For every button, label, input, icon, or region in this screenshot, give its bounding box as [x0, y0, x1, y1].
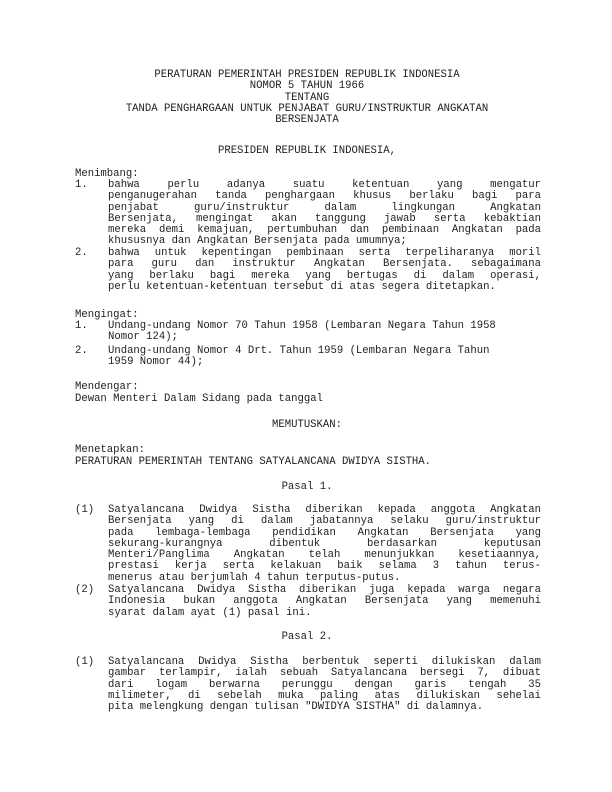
clause-number: (1) [75, 656, 95, 668]
item-text [108, 321, 541, 344]
text-line: mereka demi kemajuan, pertumbuhan dan pembinaan Angkatan pada [108, 224, 541, 237]
clause-text [108, 505, 541, 584]
text-line: Undang-undang Nomor 4 Drt. Tahun 1959 (Lembaran Negara Tahun [108, 345, 490, 357]
text-line: Satyalancana Dwidya Sistha berbentuk seperti dilukiskan dalam [108, 656, 541, 668]
clause-number: (2) [75, 584, 95, 596]
mendengar-label: Mendengar: [75, 381, 139, 393]
text-line: Satyalancana Dwidya Sistha diberikan juga kepada warga negara [108, 584, 541, 596]
clause-text [108, 657, 541, 713]
item-text [108, 248, 541, 293]
regulation-number: NOMOR 5 TAHUN 1966 [249, 80, 365, 92]
issuer-heading: PRESIDEN REPUBLIK INDONESIA, [217, 145, 396, 157]
text-line: Bersenjata, mengingat akan tanggung jawab serta kebaktian [108, 212, 541, 225]
text-line: pita melengkung dengan tulisan "DWIDYA SISTHA" di dalamnya. [108, 701, 484, 714]
text-line: menerus atau berjumlah 4 tahun terputus-putus. [108, 571, 401, 584]
item-number: 2. [75, 345, 88, 357]
text-line: Undang-undang Nomor 70 Tahun 1958 (Lembaran Negara Tahun 1958 [108, 320, 496, 332]
text-line: yang berlaku bagi mereka yang bertugas di dalam operasi, [108, 269, 541, 282]
text-line: prestasi kerja serta kelakuan baik selama 3 tahun terus- [108, 560, 541, 573]
text-line: penjabat guru/instruktur dalam lingkungan Angkatan [108, 201, 541, 214]
text-line: Menteri/Panglima Angkatan telah menunjukkan kesetiaannya, [108, 549, 541, 562]
item-number: 1. [75, 320, 88, 332]
text-line: bahwa perlu adanya suatu ketentuan yang mengatur [108, 179, 541, 191]
text-line: milimeter, di sebelah muka paling atas dilukiskan sehelai [108, 689, 541, 702]
text-line: bahwa untuk kepentingan pembinaan serta terpeliharanya moril [108, 247, 541, 259]
item-number: 1. [75, 179, 88, 191]
item-text [108, 346, 541, 369]
clause-text [108, 585, 541, 619]
text-line: dari logam berwarna perunggu dengan garis tengah 35 [108, 678, 541, 691]
menetapkan-text: PERATURAN PEMERINTAH TENTANG SATYALANCANA DWIDYA SISTHA. [75, 456, 432, 468]
mengingat-label: Mengingat: [75, 309, 139, 321]
decision-heading: MEMUTUSKAN: [272, 419, 342, 431]
text-line: Satyalancana Dwidya Sistha diberikan kepada anggota Angkatan [108, 504, 541, 516]
regulation-subject-cont: BERSENJATA [275, 114, 339, 126]
text-line: Indonesia bukan anggota Angkatan Bersenjata yang memenuhi [108, 595, 541, 608]
mendengar-text: Dewan Menteri Dalam Sidang pada tanggal [75, 393, 323, 405]
text-line: khususnya dan Angkatan Bersenjata pada umumnya; [108, 235, 407, 248]
text-line: 1959 Nomor 44); [108, 356, 204, 369]
regulation-title: PERATURAN PEMERINTAH PRESIDEN REPUBLIK INDONESIA [154, 69, 460, 81]
article-heading: Pasal 1. [281, 481, 333, 493]
item-number: 2. [75, 247, 88, 259]
text-line: perlu ketentuan-ketentuan tersebut di atas segera ditetapkan. [108, 280, 496, 293]
regulation-subject: TANDA PENGHARGAAN UNTUK PENJABAT GURU/INSTRUKTUR ANGKATAN [125, 103, 489, 115]
text-line: syarat dalam ayat (1) pasal ini. [108, 606, 312, 619]
menimbang-label: Menimbang: [75, 168, 139, 180]
regulation-about-label: TENTANG [284, 92, 330, 104]
text-line: para guru dan instruktur Angkatan Bersenjata. sebagaimana [108, 258, 541, 271]
item-text [108, 180, 541, 248]
article-heading: Pasal 2. [281, 631, 333, 643]
text-line: gambar terlampir, ialah sebuah Satyalancana bersegi 7, dibuat [108, 667, 541, 680]
text-line: penganugerahan tanda penghargaan khusus berlaku bagi para [108, 190, 541, 203]
clause-number: (1) [75, 504, 95, 516]
text-line: Bersenjata yang di dalam jabatannya selaku guru/instruktur [108, 515, 541, 528]
text-line: Nomor 124); [108, 331, 178, 344]
menetapkan-label: Menetapkan: [75, 444, 145, 456]
text-line: sekurang-kurangnya dibentuk berdasarkan keputusan [108, 537, 541, 550]
text-line: pada lembaga-lembaga pendidikan Angkatan Bersenjata yang [108, 526, 541, 539]
